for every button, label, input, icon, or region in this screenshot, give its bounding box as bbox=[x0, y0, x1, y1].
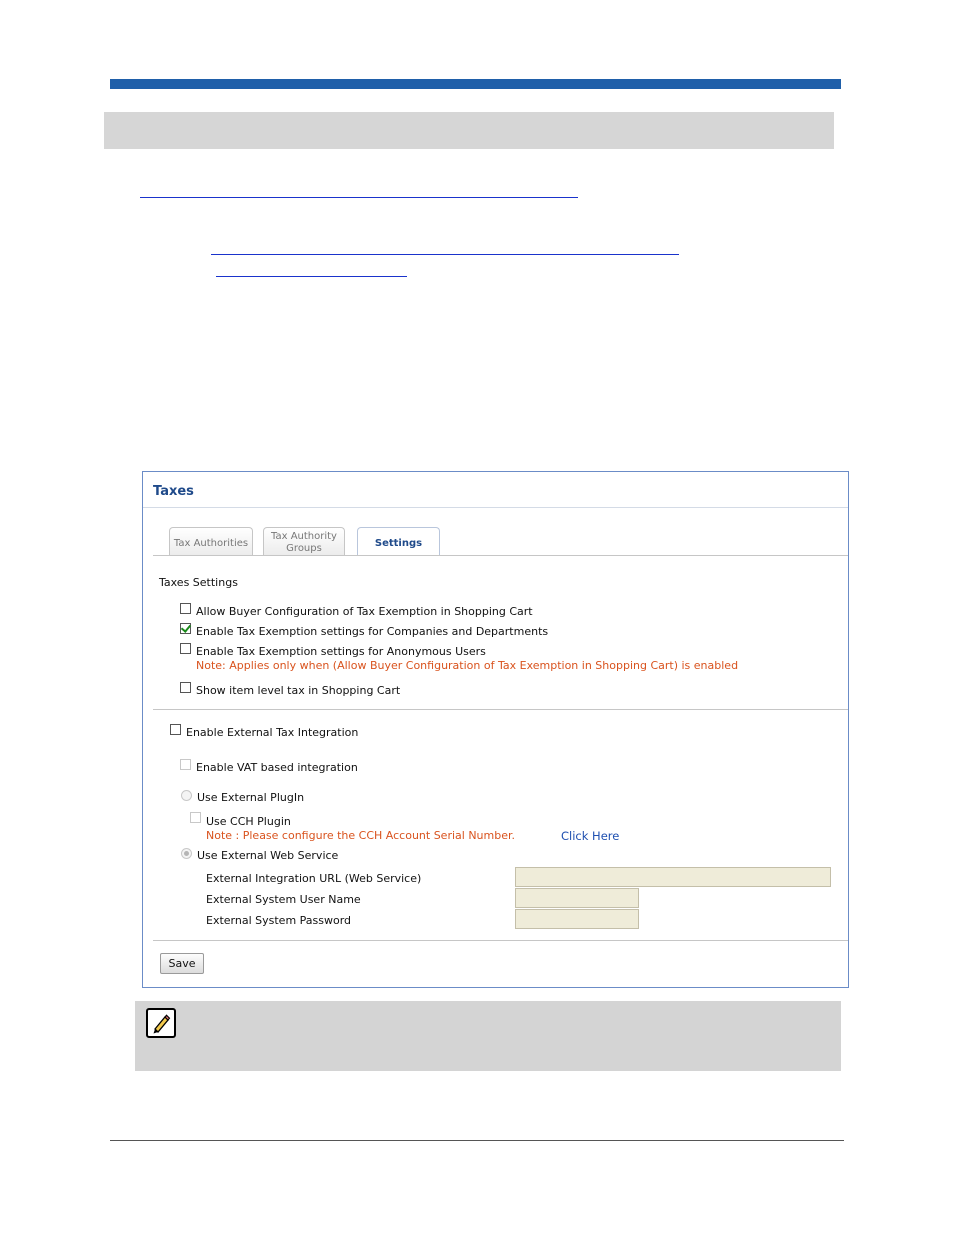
tab-tax-authorities-label: Tax Authorities bbox=[173, 538, 249, 549]
system-user-label: External System User Name bbox=[206, 893, 361, 906]
external-web-service-radio[interactable] bbox=[181, 848, 192, 859]
company-exemption-label: Enable Tax Exemption settings for Companies and Departments bbox=[196, 625, 549, 638]
cch-plugin-label: Use CCH Plugin bbox=[206, 815, 291, 828]
external-tax-label: Enable External Tax Integration bbox=[186, 726, 359, 739]
vat-integration-label: Enable VAT based integration bbox=[196, 761, 358, 774]
note-callout bbox=[135, 1001, 841, 1071]
section-divider bbox=[153, 709, 848, 710]
anonymous-exemption-note: Note: Applies only when (Allow Buyer Configuration of Tax Exemption in Shopping Cart) is enabled bbox=[196, 659, 739, 672]
integration-url-label: External Integration URL (Web Service) bbox=[206, 872, 422, 885]
section-header-band bbox=[104, 112, 834, 149]
system-password-label: External System Password bbox=[206, 914, 352, 927]
vat-integration-checkbox[interactable] bbox=[180, 759, 191, 770]
item-level-tax-label: Show item level tax in Shopping Cart bbox=[196, 684, 401, 697]
allow-buyer-exemption-checkbox[interactable] bbox=[180, 603, 191, 614]
company-exemption-checkbox[interactable] bbox=[180, 623, 191, 634]
tab-tax-authority-groups-label-2: Groups bbox=[286, 543, 322, 554]
tab-tax-authority-groups[interactable] bbox=[263, 527, 345, 555]
taxes-settings-heading: Taxes Settings bbox=[159, 576, 238, 589]
system-user-input[interactable] bbox=[515, 888, 639, 908]
item-level-tax-checkbox[interactable] bbox=[180, 682, 191, 693]
taxes-panel bbox=[142, 471, 849, 988]
title-divider bbox=[143, 507, 848, 508]
click-here-link[interactable]: Click Here bbox=[561, 829, 620, 843]
footer-rule bbox=[110, 1140, 844, 1141]
external-plugin-label: Use External PlugIn bbox=[197, 791, 305, 804]
doc-link-1[interactable] bbox=[140, 197, 578, 198]
external-web-service-label: Use External Web Service bbox=[197, 849, 339, 862]
doc-link-3[interactable] bbox=[216, 276, 407, 277]
tabs-divider bbox=[153, 555, 848, 556]
save-button[interactable]: Save bbox=[160, 953, 204, 974]
anonymous-exemption-label: Enable Tax Exemption settings for Anonymous Users bbox=[196, 645, 486, 658]
anonymous-exemption-checkbox[interactable] bbox=[180, 643, 191, 654]
header-bar bbox=[110, 79, 841, 89]
external-tax-checkbox[interactable] bbox=[170, 724, 181, 735]
tab-settings[interactable] bbox=[357, 527, 440, 556]
cch-note: Note : Please configure the CCH Account Serial Number. bbox=[206, 829, 515, 842]
doc-link-2[interactable] bbox=[211, 254, 679, 255]
cch-plugin-checkbox[interactable] bbox=[190, 812, 201, 823]
system-password-input[interactable] bbox=[515, 909, 639, 929]
integration-url-input[interactable] bbox=[515, 867, 831, 887]
tab-tax-authority-groups-label-1: Tax Authority bbox=[271, 531, 337, 542]
panel-title: Taxes bbox=[153, 484, 194, 499]
allow-buyer-exemption-label: Allow Buyer Configuration of Tax Exemption in Shopping Cart bbox=[196, 605, 533, 618]
tab-settings-label: Settings bbox=[374, 538, 423, 549]
footer-divider bbox=[153, 940, 848, 941]
pencil-icon bbox=[146, 1008, 176, 1038]
tab-tax-authorities[interactable] bbox=[169, 527, 253, 555]
external-plugin-radio[interactable] bbox=[181, 790, 192, 801]
